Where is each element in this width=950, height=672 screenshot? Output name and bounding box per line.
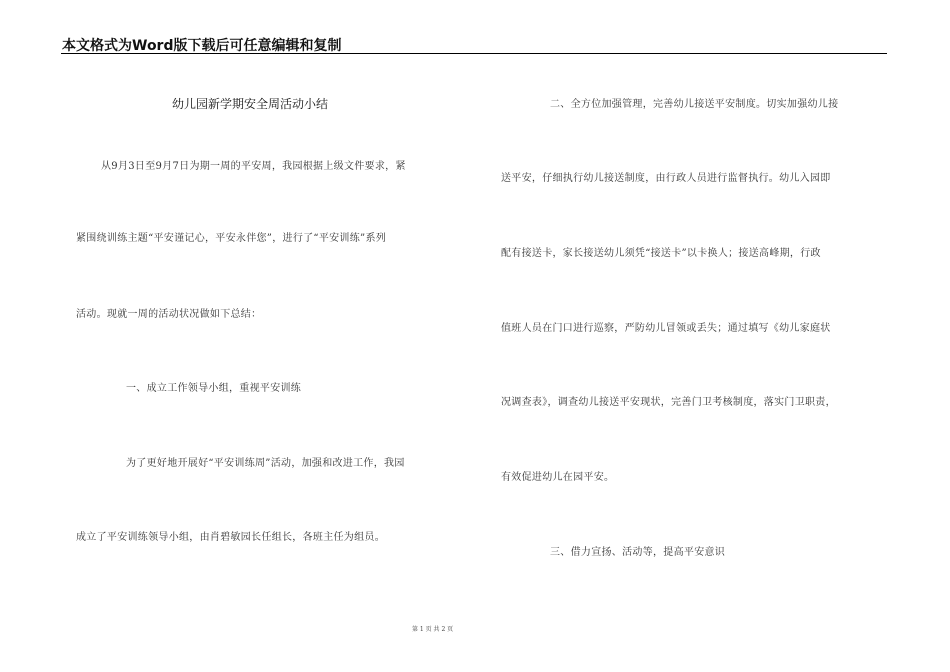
- right-paragraph-line: 有效促进幼儿在园平安。: [501, 472, 615, 483]
- left-paragraph-line: 紧围绕训练主题“平安谨记心，平安永伴您”，进行了“平安训练”系列: [76, 233, 387, 244]
- right-paragraph-line: 配有接送卡，家长接送幼儿须凭“接送卡”以卡换人；接送高峰期，行政: [501, 248, 821, 259]
- left-paragraph-line: 活动。现就一周的活动状况做如下总结：: [76, 309, 262, 320]
- right-paragraph-line: 送平安，仔细执行幼儿接送制度，由行政人员进行监督执行。幼儿入园即: [501, 173, 831, 184]
- header-title: 本文格式为Word版下载后可任意编辑和复制: [62, 38, 342, 54]
- section-heading: 一、成立工作领导小组，重视平安训练: [126, 383, 302, 394]
- page-number: 第 1 页 共 2 页: [412, 626, 454, 633]
- section-heading: 三、借力宣扬、活动等，提高平安意识: [550, 547, 726, 558]
- right-paragraph-line: 况调查表》，调查幼儿接送平安现状，完善门卫考核制度，落实门卫职责，: [501, 397, 836, 408]
- left-paragraph-line: 为了更好地开展好“平安训练周”活动，加强和改进工作，我园: [126, 458, 405, 469]
- section-heading: 二、全方位加强管理，完善幼儿接送平安制度。切实加强幼儿接: [550, 99, 839, 110]
- left-paragraph-line: 成立了平安训练领导小组，由肖碧敏园长任组长，各班主任为组员。: [76, 532, 385, 543]
- right-paragraph-line: 值班人员在门口进行巡察，严防幼儿冒领或丢失；通过填写《幼儿家庭状: [501, 323, 831, 334]
- left-paragraph-line: 从9月3日至9月7日为期一周的平安周，我园根据上级文件要求，紧: [101, 161, 406, 172]
- document-title: 幼儿园新学期安全周活动小结: [172, 97, 329, 111]
- header-divider: [61, 53, 887, 54]
